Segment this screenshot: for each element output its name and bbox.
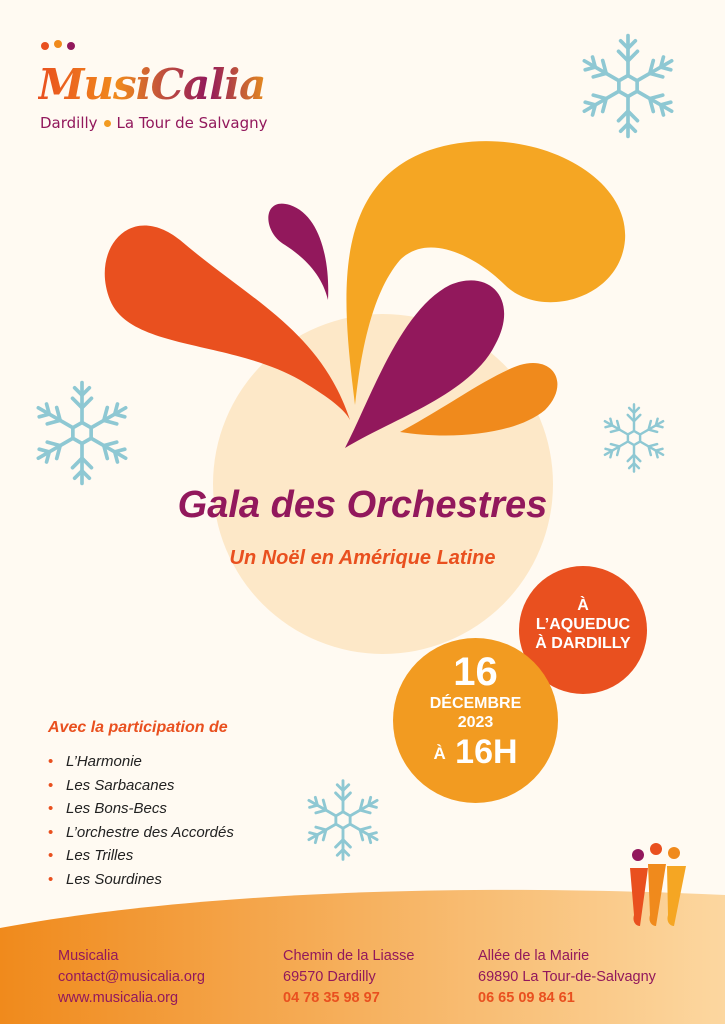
- event-year: 2023: [457, 714, 494, 731]
- venue-line-2: L’AQUEDUC: [535, 616, 631, 633]
- list-item: • L’orchestre des Accordés: [48, 821, 234, 845]
- logo-wordmark: MusiCalia: [38, 60, 266, 109]
- venue-line-3: À DARDILLY: [535, 635, 631, 652]
- footer-org-name: Musicalia: [58, 948, 119, 964]
- participation-list: [48, 750, 234, 891]
- list-item: • Les Bons-Becs: [48, 797, 234, 821]
- logo-subtitle: [40, 114, 267, 132]
- footer-phone[interactable]: 06 65 09 84 61: [478, 990, 575, 1006]
- venue-line-1: À: [577, 597, 589, 614]
- event-day: 16: [453, 650, 498, 694]
- time-prefix: À: [433, 744, 446, 764]
- snowflake-icon: [602, 404, 666, 471]
- logo-location-right: La Tour de Salvagny: [116, 114, 268, 132]
- footer-address-dardilly: [283, 946, 414, 1009]
- event-month: DÉCEMBRE: [429, 695, 522, 712]
- snowflake-icon: [305, 781, 381, 860]
- list-item: • Les Trilles: [48, 844, 234, 868]
- participation-title: Avec la participation de: [48, 719, 228, 736]
- time-value: 16H: [455, 733, 518, 771]
- footer-city: 69890 La Tour-de-Salvagny: [478, 969, 656, 985]
- footer-street: Chemin de la Liasse: [283, 948, 415, 964]
- footer-phone[interactable]: 04 78 35 98 97: [283, 990, 380, 1006]
- footer-email-link[interactable]: contact@musicalia.org: [58, 969, 205, 985]
- date-badge: [393, 638, 558, 803]
- event-time: [393, 732, 558, 774]
- splash-purple-small: [268, 204, 328, 300]
- footer-city: 69570 Dardilly: [283, 969, 376, 985]
- list-item: • L’Harmonie: [48, 750, 234, 774]
- list-item: • Les Sarbacanes: [48, 774, 234, 798]
- logo-people-icon: [41, 40, 75, 50]
- list-item: • Les Sourdines: [48, 868, 234, 892]
- logo-location-left: Dardilly: [40, 114, 98, 132]
- event-title: Gala des Orchestres: [177, 484, 548, 526]
- event-subtitle: Un Noël en Amérique Latine: [229, 547, 496, 569]
- footer-address-salvagny: [478, 946, 656, 1009]
- snowflake-icon: [580, 36, 677, 137]
- footer-street: Allée de la Mairie: [478, 948, 590, 964]
- footer-contact: [58, 946, 205, 1009]
- footer-website-link[interactable]: www.musicalia.org: [58, 990, 179, 1006]
- separator-dot-icon: [104, 120, 111, 127]
- snowflake-icon: [34, 383, 131, 484]
